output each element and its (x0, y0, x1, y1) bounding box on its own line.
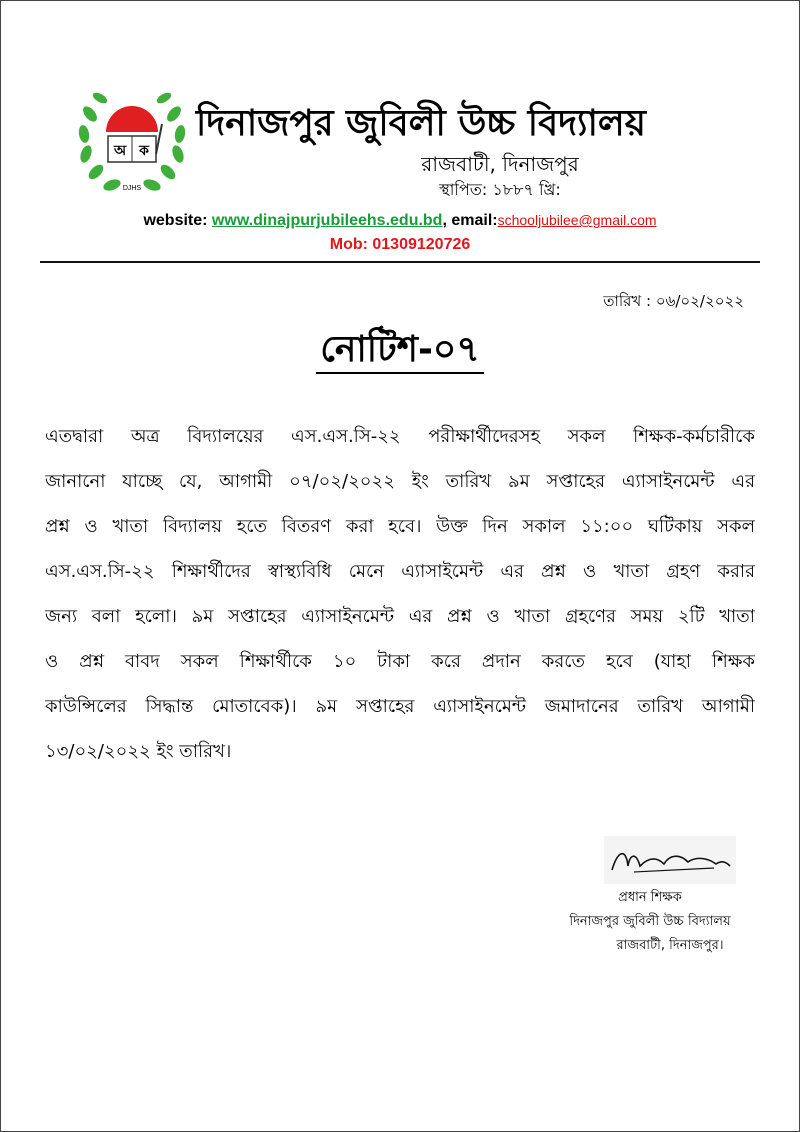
notice-title: নোটিশ-০৭ (316, 329, 484, 374)
notice-date: তারিখ : ০৬/০২/২০২২ (603, 292, 744, 310)
website-label: website: (143, 212, 212, 229)
body-line: এস.এস.সি-২২ শিক্ষার্থীদের স্বাস্থ্যবিধি মেনে এ্যাসাইমেন্ট এর প্রশ্ন ও খাতা গ্রহণ করার (45, 561, 755, 582)
signatory-address: রাজবাটী, দিনাজপুর। (616, 938, 724, 953)
school-name: দিনাজপুর জুবিলী উচ্চ বিদ্যালয় (196, 103, 646, 144)
signatory-school: দিনাজপুর জুবিলী উচ্চ বিদ্যালয় (569, 914, 731, 929)
mobile-number: Mob: 01309120726 (329, 236, 471, 253)
signature-image (604, 836, 736, 884)
body-line: জানানো যাচ্ছে যে, আগামী ০৭/০২/২০২২ ইং তারিখ ৯ম সপ্তাহের এ্যাসাইনমেন্ট এর (45, 471, 755, 492)
website-link[interactable]: www.dinajpurjubileehs.edu.bd (211, 212, 443, 229)
svg-text:ক: ক (139, 143, 149, 159)
contact-line (0, 212, 800, 230)
header-divider (40, 261, 760, 263)
body-line: কাউন্সিলের সিদ্ধান্ত মোতাবেক)। ৯ম সপ্তাহের এ্যাসাইনমেন্ট জমাদানের তারিখ আগামী (45, 696, 755, 717)
notice-body (45, 420, 755, 780)
body-line: ও প্রশ্ন বাবদ সকল শিক্ষার্থীকে ১০ টাকা করে প্রদান করতে হবে (যাহা শিক্ষক (45, 651, 755, 672)
notice-heading (0, 322, 800, 382)
email-link[interactable]: schooljubilee@gmail.com (497, 212, 657, 228)
svg-text:DJHS: DJHS (122, 185, 142, 192)
established-year: স্থাপিত: ১৮৮৭ খ্রি: (439, 180, 561, 199)
signatory-designation: প্রধান শিক্ষক (618, 890, 682, 905)
body-line: এতদ্বারা অত্র বিদ্যালয়ের এস.এস.সি-২২ পরীক্ষার্থীদেরসহ সকল শিক্ষক-কর্মচারীকে (45, 426, 755, 447)
body-line: ১৩/০২/২০২২ ইং তারিখ। (45, 741, 232, 762)
body-line: জন্য বলা হলো। ৯ম সপ্তাহের এ্যাসাইনমেন্ট এর প্রশ্ন ও খাতা গ্রহণের সময় ২টি খাতা (45, 606, 755, 627)
school-location: রাজবাটী, দিনাজপুর (421, 152, 579, 176)
email-label: , email: (442, 212, 498, 229)
svg-text:অ: অ (113, 143, 127, 159)
body-line: প্রশ্ন ও খাতা বিদ্যালয় হতে বিতরণ করা হবে। উক্ত দিন সকাল ১১:০০ ঘটিকায় সকল (45, 516, 755, 537)
